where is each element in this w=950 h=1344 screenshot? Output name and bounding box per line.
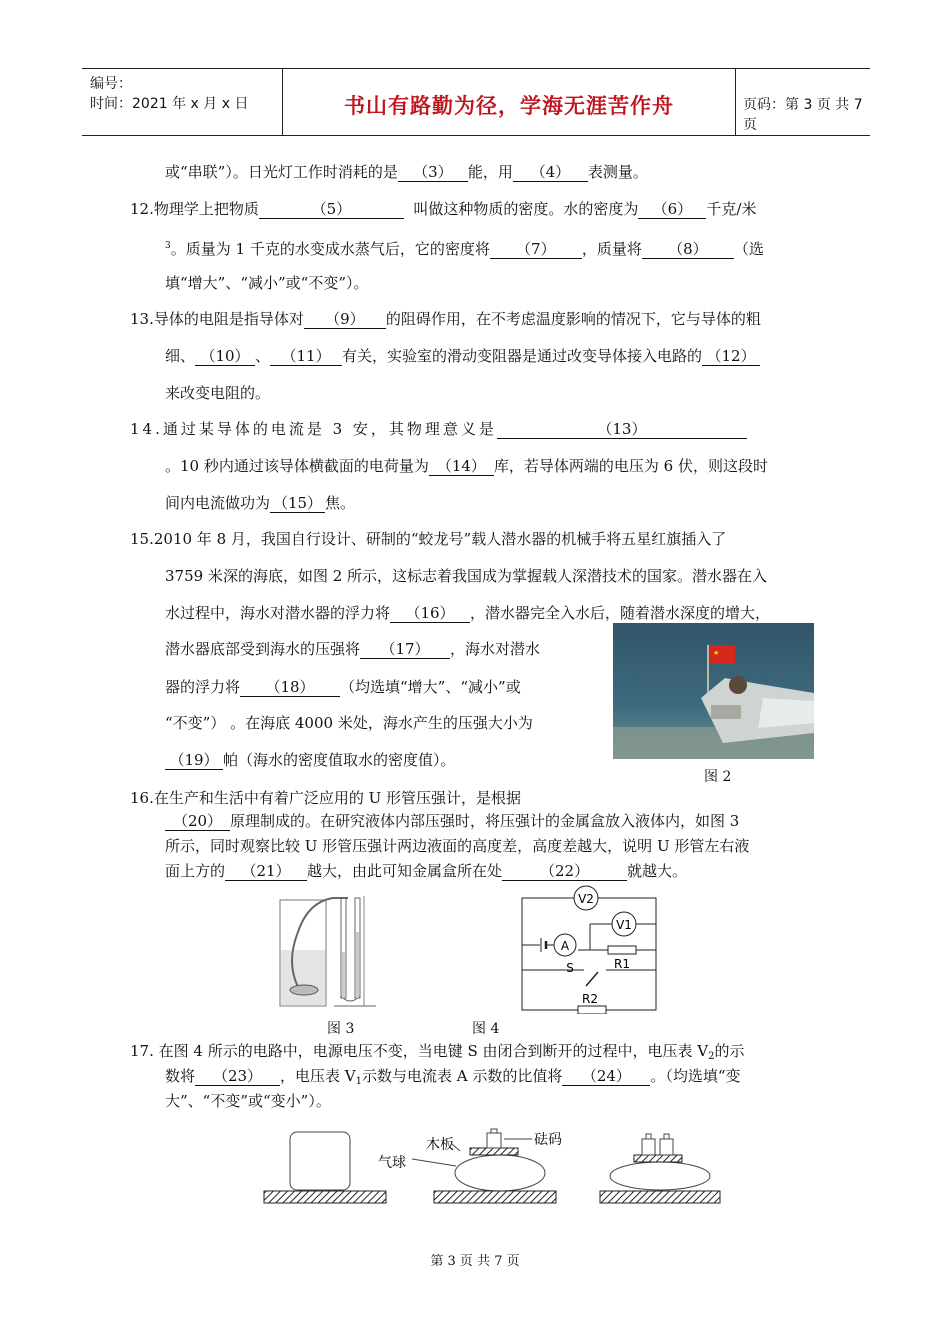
motto: 书山有路勤为径，学海无涯苦作舟 [344,94,674,118]
text: 17. 在图 4 所示的电路中，电源电压不变，当电键 S 由闭合到断开的过程中，电压表 V [130,1042,709,1060]
text: 14.通过某导体的电流是 3 安，其物理意义是 [130,420,497,438]
u-tube-liquid-left [342,952,345,998]
label-a: A [560,939,570,953]
question-15-line-1 [130,529,726,549]
text: 12.物理学上把物质 [130,200,259,218]
answer-blank-6: （6） [638,200,706,219]
text: 叫做这种物质的密度。水的密度为 [413,200,639,218]
figure-2-caption: 图 2 [704,769,732,785]
answer-blank-12: （12） [702,347,760,366]
question-16-line-3 [165,836,749,856]
answer-blank-13: （13） [497,420,747,439]
question-12-line-3 [165,273,369,293]
answer-blank-10: （10） [195,347,255,366]
question-16-line-1 [130,788,521,808]
label-balloon: 气球 [378,1155,406,1171]
text: 有关，实验室的滑动变阻器是通过改变导体接入电路的 [342,347,703,365]
text: 间内电流做功为 [165,494,271,512]
manipulator-claw [729,676,747,694]
figure-2-photo [613,623,814,759]
label-weight: 砝码 [534,1132,562,1148]
question-17-line-3 [165,1091,331,1111]
answer-blank-18: （18） [240,678,340,697]
text: （均选填“增大”、“减小”或 [340,678,521,696]
answer-blank-5: （5） [259,200,404,219]
superscript: 3 [165,241,171,251]
answer-blank-16: （16） [390,604,470,623]
resistor-r1 [608,946,636,954]
question-15-line-5 [165,677,521,697]
board-2 [470,1148,518,1155]
text-line [165,162,648,182]
page-info: 页码：第 3 页 共 7 页 [743,97,863,133]
text: 库，若导体两端的电压为 6 伏，则这段时 [493,457,768,475]
text: 的示 [714,1042,745,1060]
text: 就越大。 [627,862,688,880]
text: 焦。 [325,494,356,512]
label-board: 木板 [426,1137,454,1153]
text: 、 [255,347,271,365]
question-12-line-2 [165,236,764,259]
question-15-line-7 [165,750,456,770]
text: 越大，由此可知金属盒所在处 [307,862,503,880]
answer-blank-11: （11） [270,347,342,366]
header-left-cell [82,69,282,135]
text: 帕（海水的密度值取水的密度值）。 [223,751,456,769]
text: 潜水器底部受到海水的压强将 [165,640,361,658]
figure-3-manometer [278,892,378,1010]
text: “不变”） 。在海底 4000 米处，海水产生的压强大小为 [165,714,533,732]
answer-blank-3: （3） [398,163,468,182]
text: 来改变电阻的。 [165,384,271,402]
text: 填“增大”、“减小”或“不变”）。 [165,274,369,292]
text: 大”、“不变”或“变小”）。 [165,1092,331,1110]
u-tube-liquid-right [356,932,359,998]
page-footer: 第 3 页 共 7 页 [430,1254,520,1269]
subscript: 2 [708,1051,715,1062]
svg-text:★: ★ [713,649,720,657]
subscript: 1 [355,1076,362,1087]
answer-blank-21: （21） [225,862,307,881]
text: 13.导体的电阻是指导体对 [130,310,304,328]
balloon-board-figure [262,1124,722,1206]
label-r1: R1 [614,957,630,971]
answer-blank-23: （23） [195,1067,280,1086]
text: 的阻碍作用，在不考虑温度影响的情况下，它与导体的粗 [385,310,761,328]
text: ，海水对潜水 [450,640,541,658]
question-16-line-2 [165,811,739,831]
weight-2 [487,1133,501,1148]
weight-3a [642,1139,655,1155]
answer-blank-20: （20） [165,812,230,831]
question-14-line-3 [165,493,355,513]
answer-blank-4: （4） [513,163,588,182]
figure-3-caption: 图 3 [327,1021,355,1037]
answer-blank-15: （15） [270,494,325,513]
text: 。质量为 1 千克的水变成水蒸气后，它的密度将 [170,240,490,258]
text: 。10 秒内通过该导体横截面的电荷量为 [165,457,429,475]
text: 原理制成的。在研究液体内部压强时，将压强计的金属盒放入液体内，如图 3 [230,812,740,830]
doc-number-label: 编号： [90,76,132,92]
weight-3b [660,1139,673,1155]
question-16-line-4 [165,861,687,881]
balloon-3 [610,1162,710,1190]
text: 能，用 [467,163,513,181]
answer-blank-7: （7） [490,240,582,259]
ground-2 [434,1191,556,1203]
question-12-line-1 [130,199,756,219]
submersible-hull [758,698,814,728]
arm-joint [711,705,741,719]
answer-blank-8: （8） [642,240,734,259]
text: 3759 米深的海底，如图 2 所示，这标志着我国成为掌握载人深潜技术的国家。潜水器在入 [165,567,768,585]
label-r2: R2 [582,992,598,1006]
question-17-line-1 [130,1041,745,1067]
text: （选 [733,240,764,258]
question-15-line-4 [165,639,540,659]
question-13-line-2 [165,346,760,366]
label-line-balloon [412,1159,456,1166]
figure-4-circuit [520,882,660,1014]
resistor-r2 [578,1006,606,1014]
label-s: S [566,961,574,975]
text: ，潜水器完全入水后，随着潜水深度的增大， [470,604,771,622]
question-13-line-1 [130,309,761,329]
question-13-line-3 [165,383,270,403]
text: ，质量将 [581,240,642,258]
switch-s [586,972,598,986]
text: 16.在生产和生活中有着广泛应用的 U 形管压强计，是根据 [130,789,522,807]
text: 面上方的 [165,862,226,880]
answer-blank-9: （9） [304,310,386,329]
question-14-line-1 [130,419,747,439]
answer-blank-17: （17） [360,640,450,659]
answer-blank-19: （19） [165,751,223,770]
text: 示数与电流表 A 示数的比值将 [362,1067,563,1085]
question-17-line-2 [165,1066,741,1092]
text: 千克/米 [706,200,757,218]
ground-1 [264,1191,386,1203]
question-15-line-3 [165,603,770,623]
text: 细、 [165,347,196,365]
answer-blank-14: （14） [429,457,494,476]
question-15-line-2 [165,566,767,586]
label-v2: V2 [578,892,594,906]
text: 15.2010 年 8 月，我国自行设计、研制的“蛟龙号”载人潜水器的机械手将五星红旗插入了 [130,530,727,548]
question-14-line-2 [165,456,768,476]
answer-blank-24: （24） [562,1067,650,1086]
header-motto-cell [282,69,736,135]
page-header [82,68,870,136]
text: 所示，同时观察比较 U 形管压强计两边液面的高度差，高度差越大，说明 U 形管左右液 [165,837,750,855]
board-3 [634,1155,682,1162]
text: ，电压表 V [280,1067,356,1085]
balloon-2 [455,1155,545,1191]
doc-time-label: 时间：2021 年 x 月 x 日 [90,96,249,112]
text: 水过程中，海水对潜水器的浮力将 [165,604,391,622]
text: 器的浮力将 [165,678,241,696]
text: 。（均选填“变 [650,1067,741,1085]
text: 表测量。 [587,163,648,181]
label-v1: V1 [616,918,632,932]
metal-box [290,985,318,995]
balloon-box [290,1132,350,1190]
text: 或“串联”）。日光灯工作时消耗的是 [165,163,398,181]
switch-gap [584,966,606,974]
question-15-line-6 [165,713,533,733]
liquid [281,950,325,1005]
figure-4-caption: 图 4 [472,1021,500,1037]
text: 数将 [165,1067,196,1085]
header-page-cell [735,69,870,135]
answer-blank-22: （22） [502,862,627,881]
ground-3 [600,1191,720,1203]
